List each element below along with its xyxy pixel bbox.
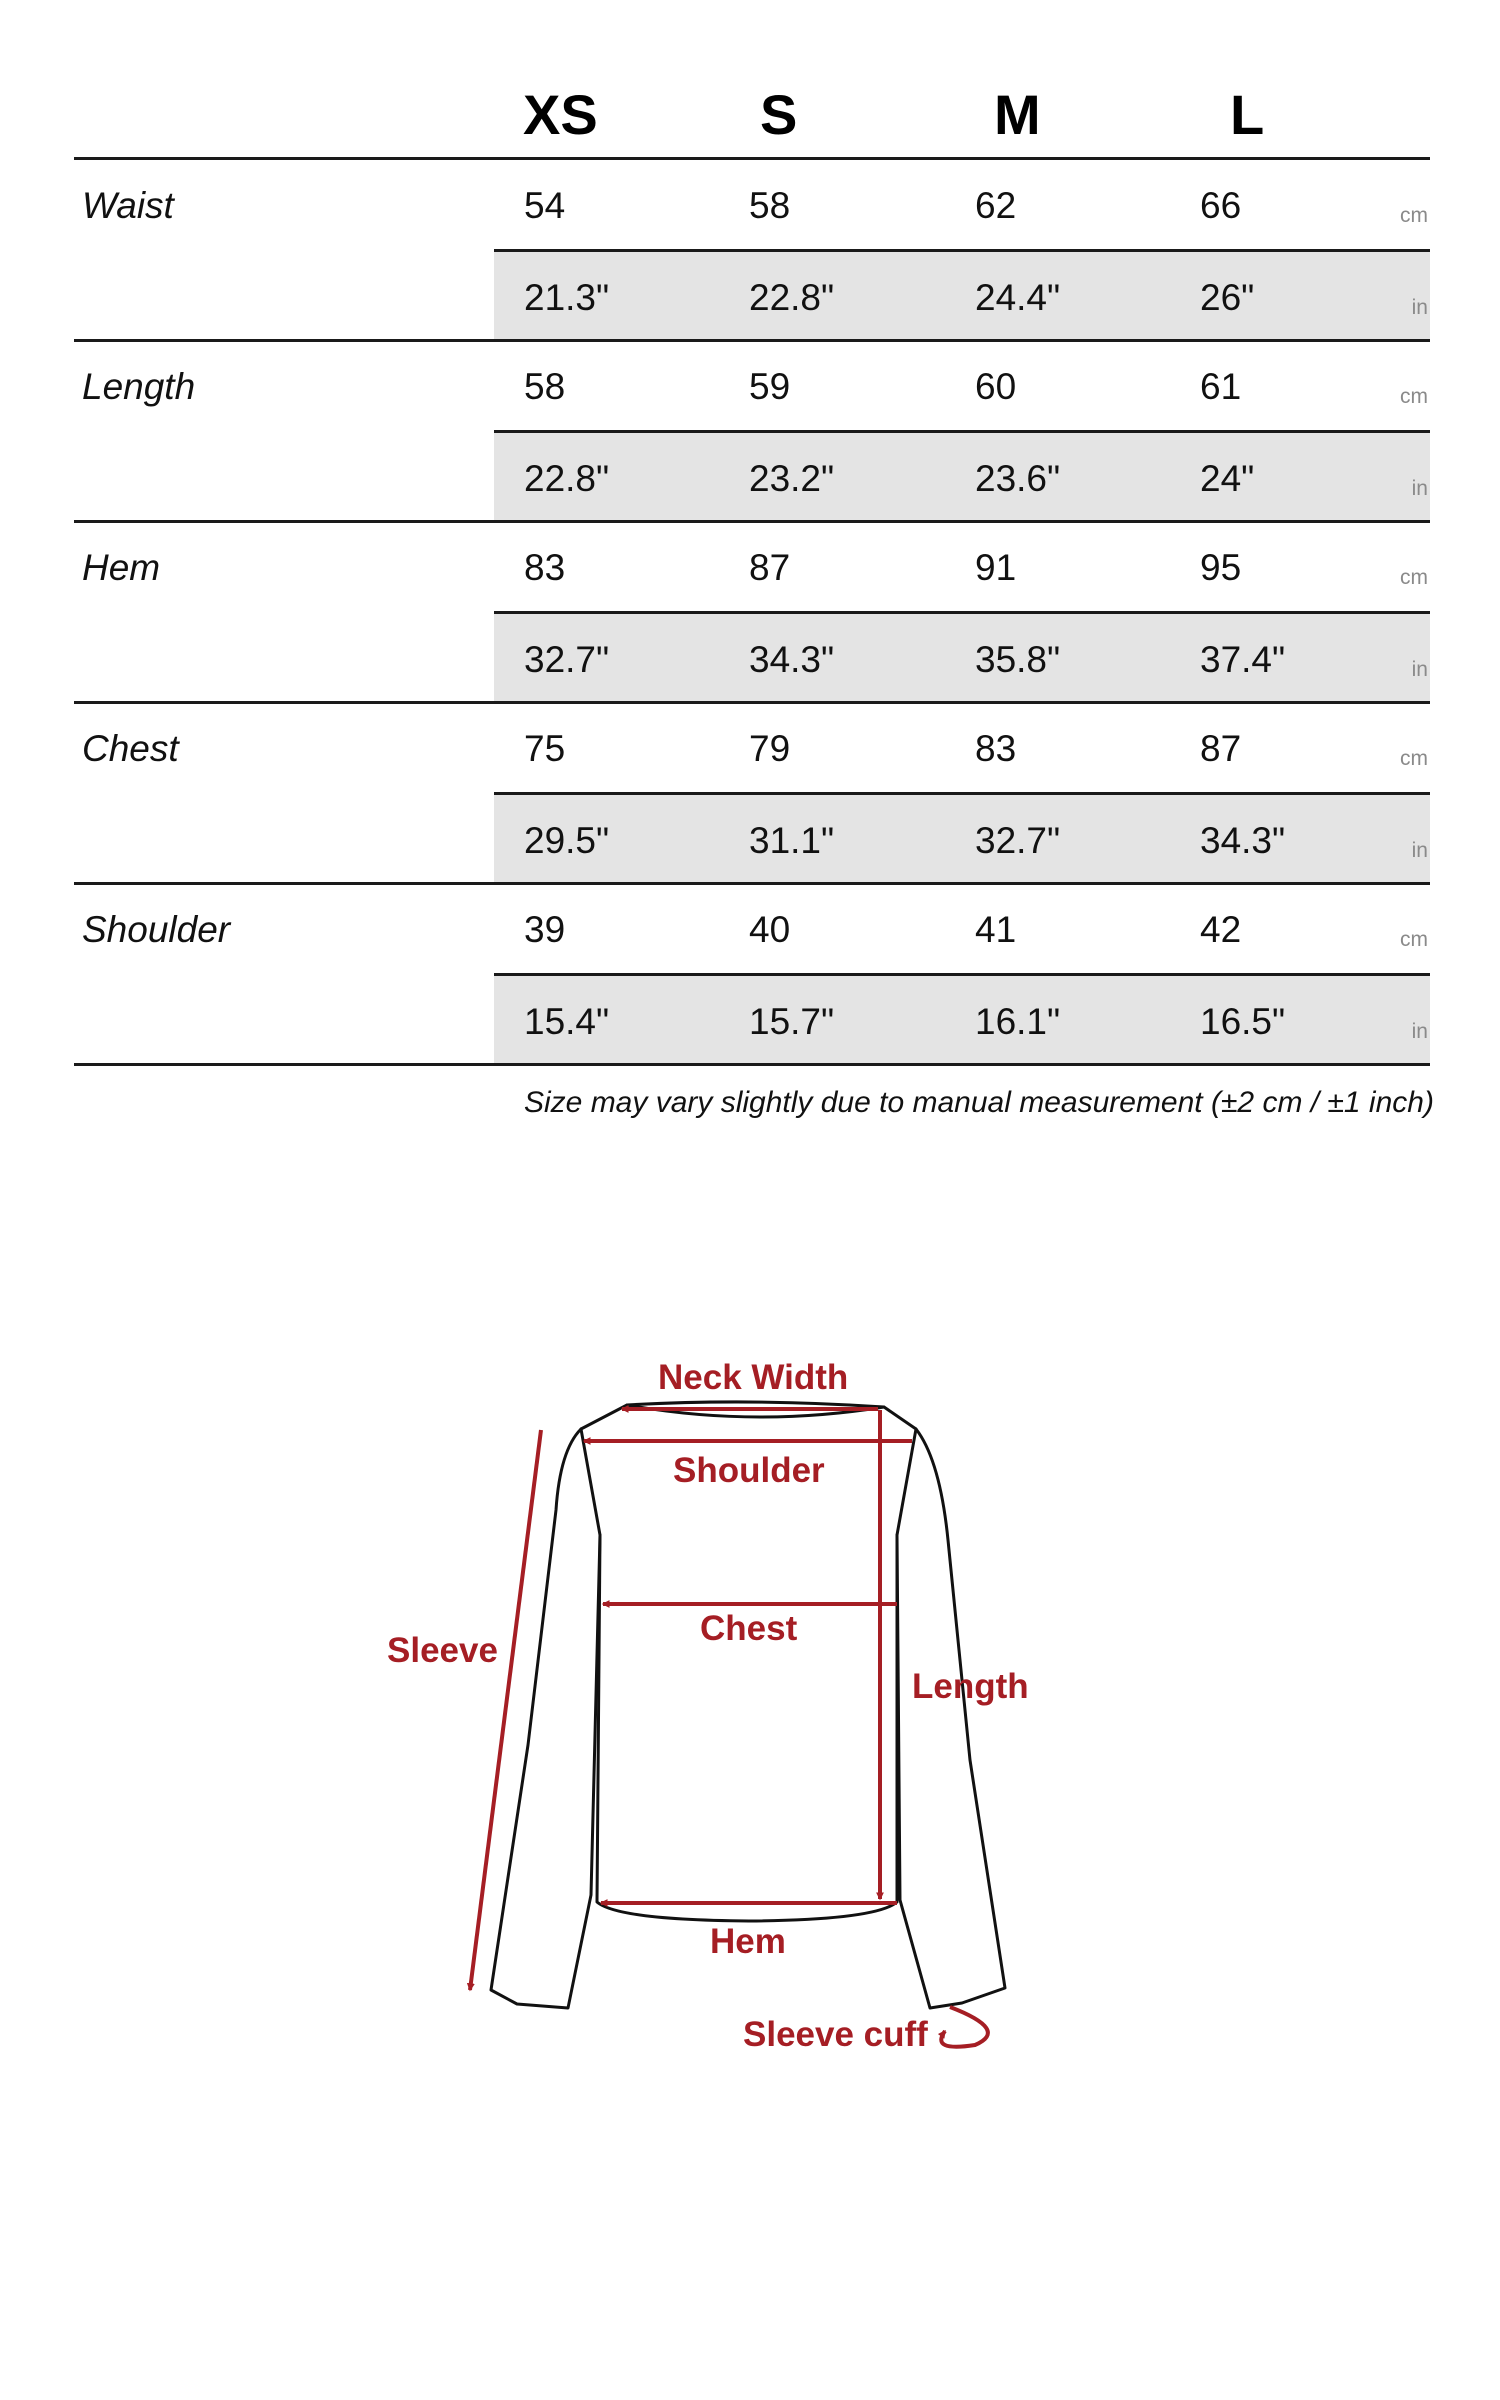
- sleeve-cuff-label: Sleeve cuff: [743, 2015, 928, 2054]
- cell-shoulder-cm-m: 41: [975, 909, 1017, 950]
- cell-shoulder-in-xs: 15.4": [524, 1001, 610, 1042]
- unit-label-cm: cm: [1400, 385, 1428, 408]
- size-header-xs: XS: [523, 83, 598, 146]
- row-label-length: Length: [82, 366, 196, 407]
- neckline: [627, 1405, 884, 1417]
- cell-hem-cm-xs: 83: [524, 547, 566, 588]
- unit-label-in: in: [1411, 658, 1428, 681]
- cell-shoulder-cm-xs: 39: [524, 909, 566, 950]
- unit-label-in: in: [1411, 839, 1428, 862]
- cell-chest-in-l: 34.3": [1200, 820, 1286, 861]
- row-label-shoulder: Shoulder: [82, 909, 231, 950]
- unit-label-cm: cm: [1400, 747, 1428, 770]
- cell-waist-in-xs: 21.3": [524, 277, 610, 318]
- neck-width-label: Neck Width: [658, 1358, 849, 1397]
- sleeve-label: Sleeve: [387, 1631, 498, 1670]
- row-label-chest: Chest: [82, 728, 179, 769]
- size-header-l: L: [1230, 83, 1265, 146]
- unit-label-cm: cm: [1400, 566, 1428, 589]
- row-label-waist: Waist: [82, 185, 174, 226]
- cell-hem-cm-l: 95: [1200, 547, 1242, 588]
- cell-waist-cm-m: 62: [975, 185, 1017, 226]
- cell-hem-in-s: 34.3": [749, 639, 835, 680]
- unit-label-cm: cm: [1400, 204, 1428, 227]
- cell-chest-in-s: 31.1": [749, 820, 835, 861]
- cell-length-in-s: 23.2": [749, 458, 835, 499]
- cell-waist-cm-l: 66: [1200, 185, 1242, 226]
- sleeve-cuff-arrow: [941, 2007, 988, 2047]
- cell-chest-cm-m: 83: [975, 728, 1017, 769]
- cell-length-in-m: 23.6": [975, 458, 1061, 499]
- right-sleeve-outline: [897, 1429, 1005, 2008]
- cell-shoulder-cm-l: 42: [1200, 909, 1242, 950]
- hem-label: Hem: [710, 1922, 786, 1961]
- measurement-footnote: Size may vary slightly due to manual measurement (±2 cm / ±1 inch): [524, 1086, 1434, 1119]
- shoulder-label: Shoulder: [673, 1451, 825, 1490]
- cell-chest-in-m: 32.7": [975, 820, 1061, 861]
- cell-length-cm-xs: 58: [524, 366, 566, 407]
- unit-label-in: in: [1411, 1020, 1428, 1043]
- size-header-s: S: [760, 83, 798, 146]
- unit-label-in: in: [1411, 477, 1428, 500]
- cell-length-cm-l: 61: [1200, 366, 1242, 407]
- cell-shoulder-cm-s: 40: [749, 909, 791, 950]
- cell-shoulder-in-l: 16.5": [1200, 1001, 1286, 1042]
- cell-hem-in-l: 37.4": [1200, 639, 1286, 680]
- unit-label-cm: cm: [1400, 928, 1428, 951]
- cell-length-in-xs: 22.8": [524, 458, 610, 499]
- size-header-m: M: [994, 83, 1041, 146]
- cell-waist-cm-xs: 54: [524, 185, 566, 226]
- cell-chest-cm-s: 79: [749, 728, 791, 769]
- cell-hem-in-xs: 32.7": [524, 639, 610, 680]
- chest-label: Chest: [700, 1609, 798, 1648]
- cell-waist-in-m: 24.4": [975, 277, 1061, 318]
- left-sleeve-outline: [491, 1429, 600, 2008]
- cell-hem-cm-m: 91: [975, 547, 1017, 588]
- cell-length-cm-s: 59: [749, 366, 791, 407]
- cell-length-cm-m: 60: [975, 366, 1017, 407]
- cell-shoulder-in-s: 15.7": [749, 1001, 835, 1042]
- cell-length-in-l: 24": [1200, 458, 1255, 499]
- unit-label-in: in: [1411, 296, 1428, 319]
- cell-hem-cm-s: 87: [749, 547, 791, 588]
- cell-chest-cm-l: 87: [1200, 728, 1242, 769]
- cell-waist-in-s: 22.8": [749, 277, 835, 318]
- length-label: Length: [912, 1667, 1029, 1706]
- row-label-hem: Hem: [82, 547, 161, 588]
- cell-chest-in-xs: 29.5": [524, 820, 610, 861]
- cell-chest-cm-xs: 75: [524, 728, 566, 769]
- cell-waist-in-l: 26": [1200, 277, 1255, 318]
- cell-hem-in-m: 35.8": [975, 639, 1061, 680]
- cell-shoulder-in-m: 16.1": [975, 1001, 1061, 1042]
- sleeve-arrow: [470, 1430, 541, 1990]
- cell-waist-cm-s: 58: [749, 185, 791, 226]
